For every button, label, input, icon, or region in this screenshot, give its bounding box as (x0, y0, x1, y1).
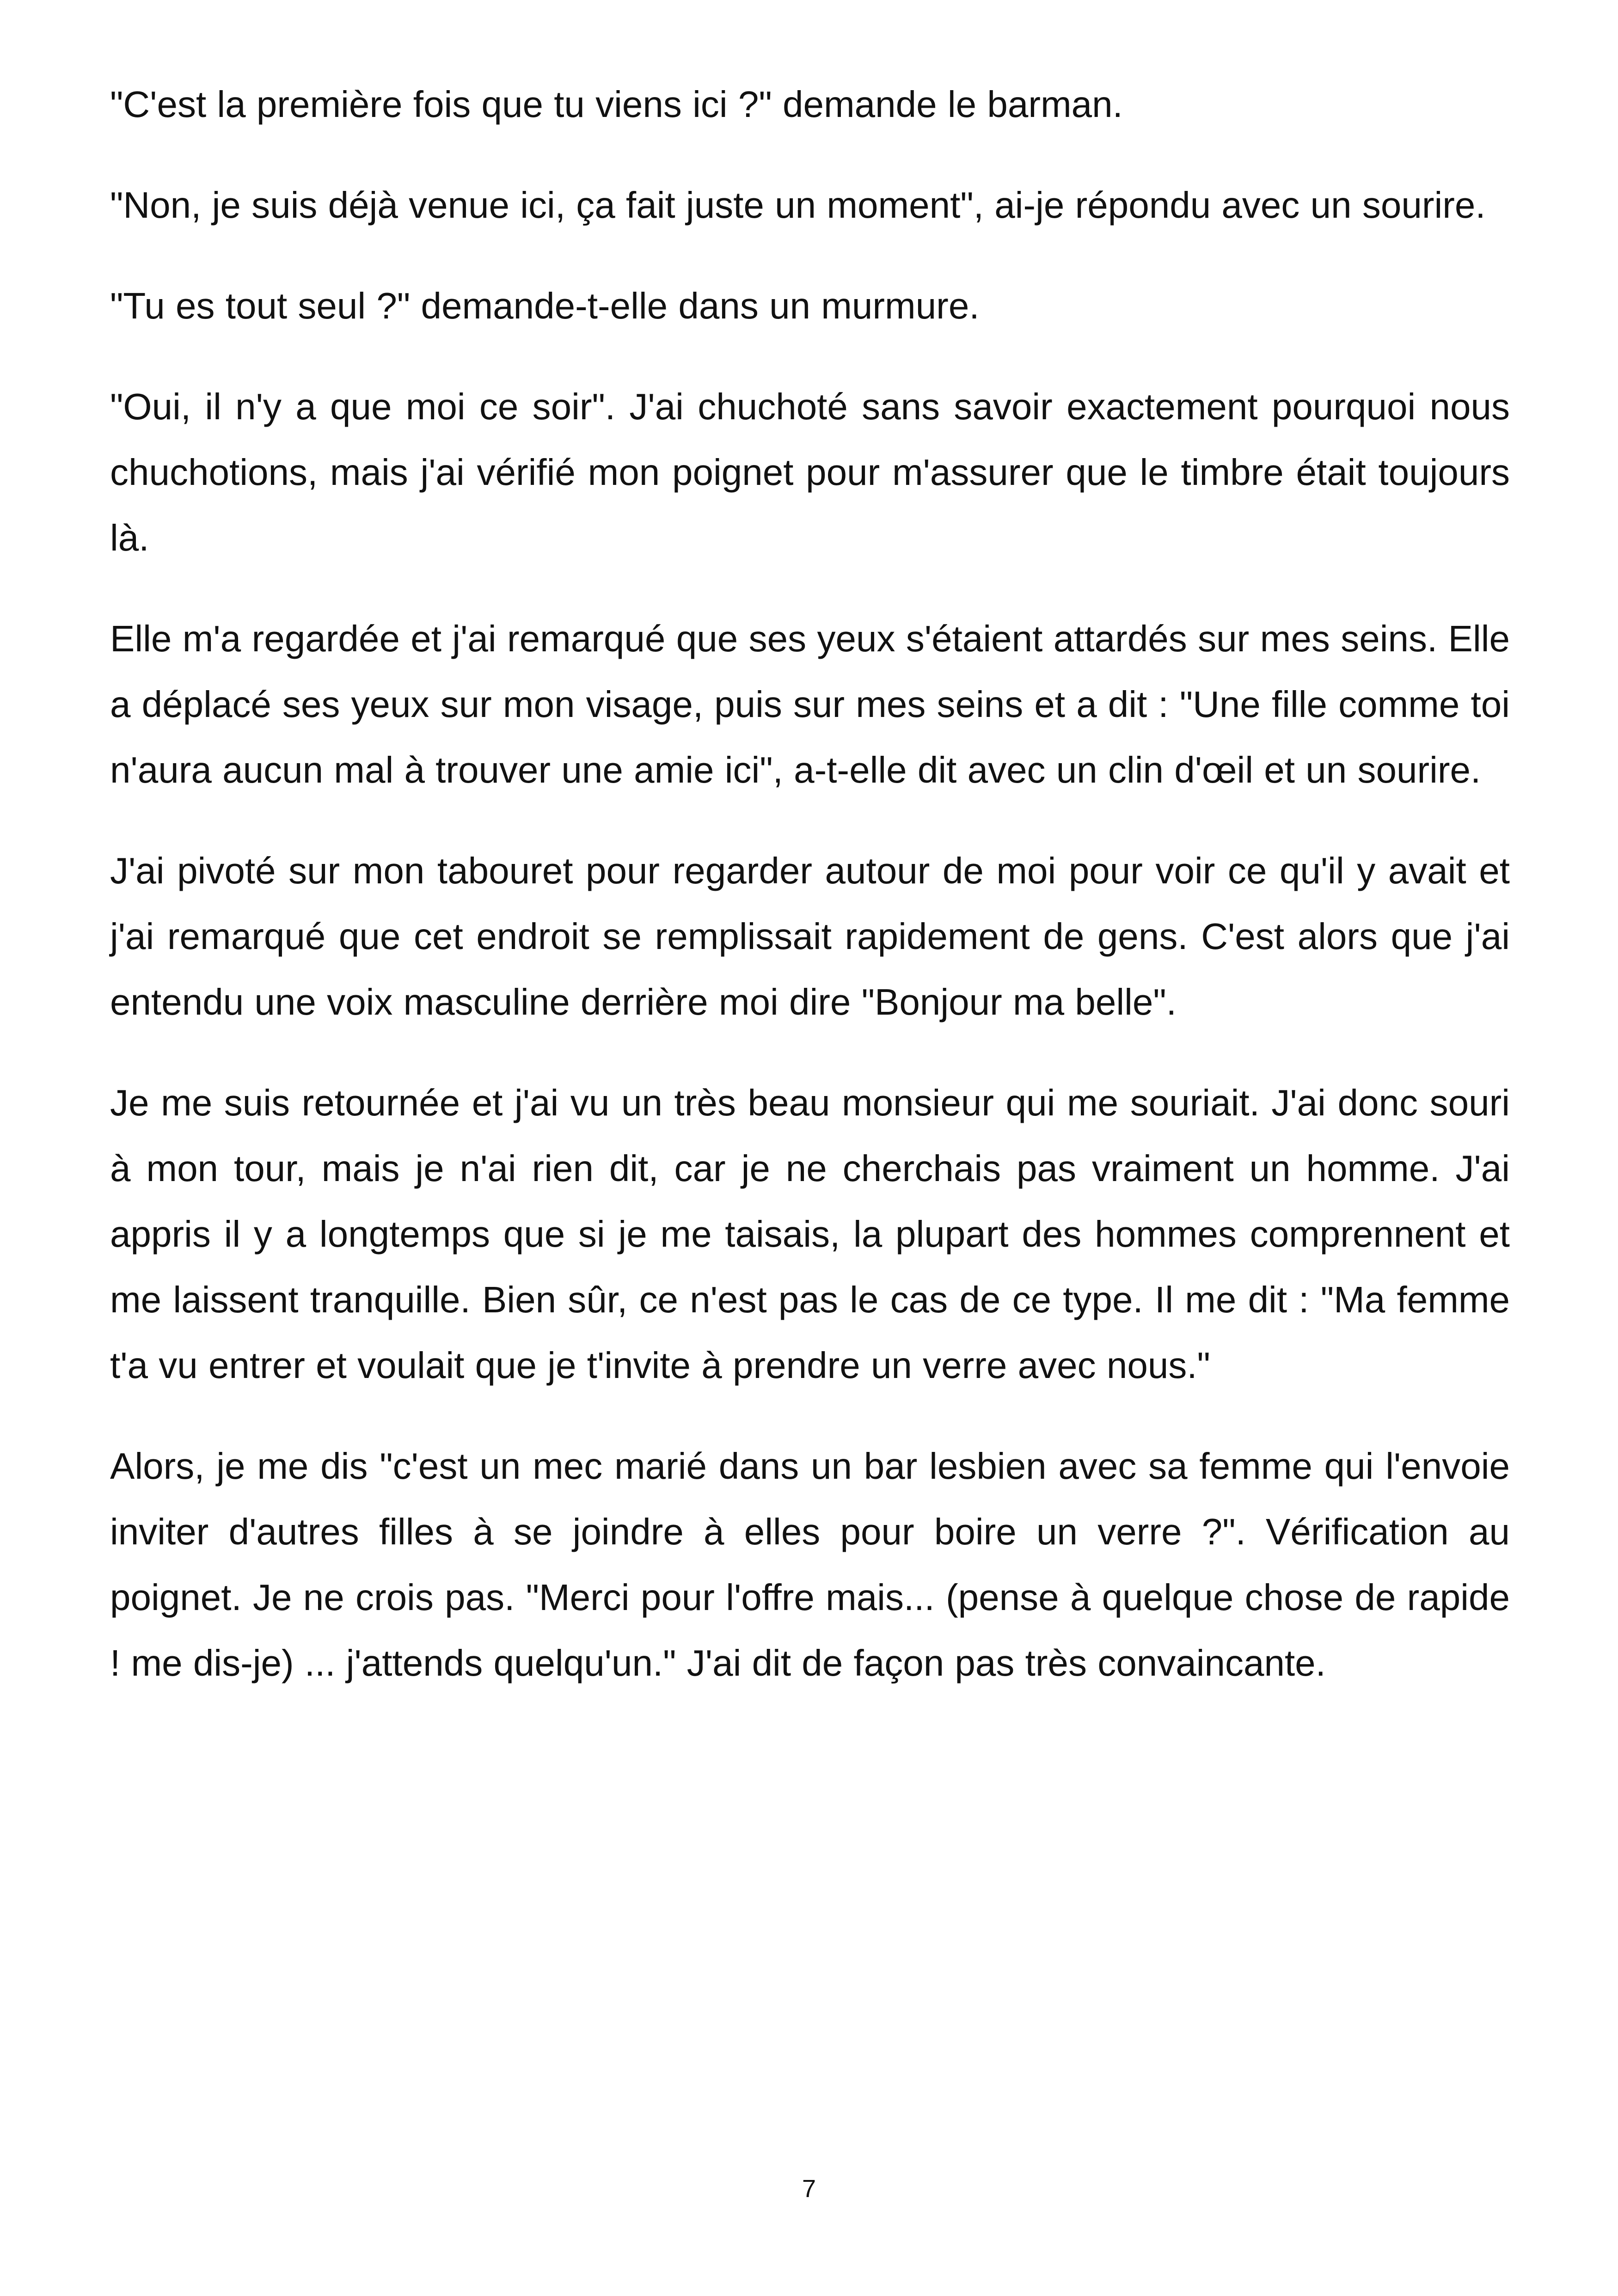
paragraph-8: Alors, je me dis "c'est un mec marié dans un bar lesbien avec sa femme qui l'envoie inviter d'autres filles à se joindre à elles pour boire un verre ?". Vérification au poignet. Je ne crois pas. "Merci pour l'offre mais... (pense à quelque chose de rapide ! me dis-je) ... j'attends quelqu'un." J'ai dit de façon pas très convaincante. (110, 1445, 1510, 1684)
paragraph-6: J'ai pivoté sur mon tabouret pour regarder autour de moi pour voir ce qu'il y avait et j'ai remarqué que cet endroit se remplissait rapidement de gens. C'est alors que j'ai entendu une voix masculine derrière moi dire "Bonjour ma belle". (110, 850, 1510, 1022)
paragraph-7: Je me suis retournée et j'ai vu un très beau monsieur qui me souriait. J'ai donc souri à mon tour, mais je n'ai rien dit, car je ne cherchais pas vraiment un homme. J'ai appris il y a longtemps que si je me taisais, la plupart des hommes comprennent et me laissent tranquille. Bien sûr, ce n'est pas le cas de ce type. Il me dit : "Ma femme t'a vu entrer et voulait que je t'invite à prendre un verre avec nous." (110, 1082, 1510, 1386)
paragraph-2: "Non, je suis déjà venue ici, ça fait juste un moment", ai-je répondu avec un sourire. (110, 184, 1486, 226)
paragraph-3: "Tu es tout seul ?" demande-t-elle dans un murmure. (110, 285, 980, 326)
page-number: 7 (802, 2175, 816, 2203)
paragraph-1: "C'est la première fois que tu viens ici ?" demande le barman. (110, 84, 1123, 125)
paragraph-4: "Oui, il n'y a que moi ce soir". J'ai chuchoté sans savoir exactement pourquoi nous chuchotions, mais j'ai vérifié mon poignet pour m'assurer que le timbre était toujours là. (110, 386, 1510, 558)
paragraph-5: Elle m'a regardée et j'ai remarqué que ses yeux s'étaient attardés sur mes seins. Elle a déplacé ses yeux sur mon visage, puis sur mes seins et a dit : "Une fille comme toi n'aura aucun mal à trouver une amie ici", a-t-elle dit avec un clin d'œil et un sourire. (110, 618, 1510, 790)
body-text (110, 72, 1510, 1731)
